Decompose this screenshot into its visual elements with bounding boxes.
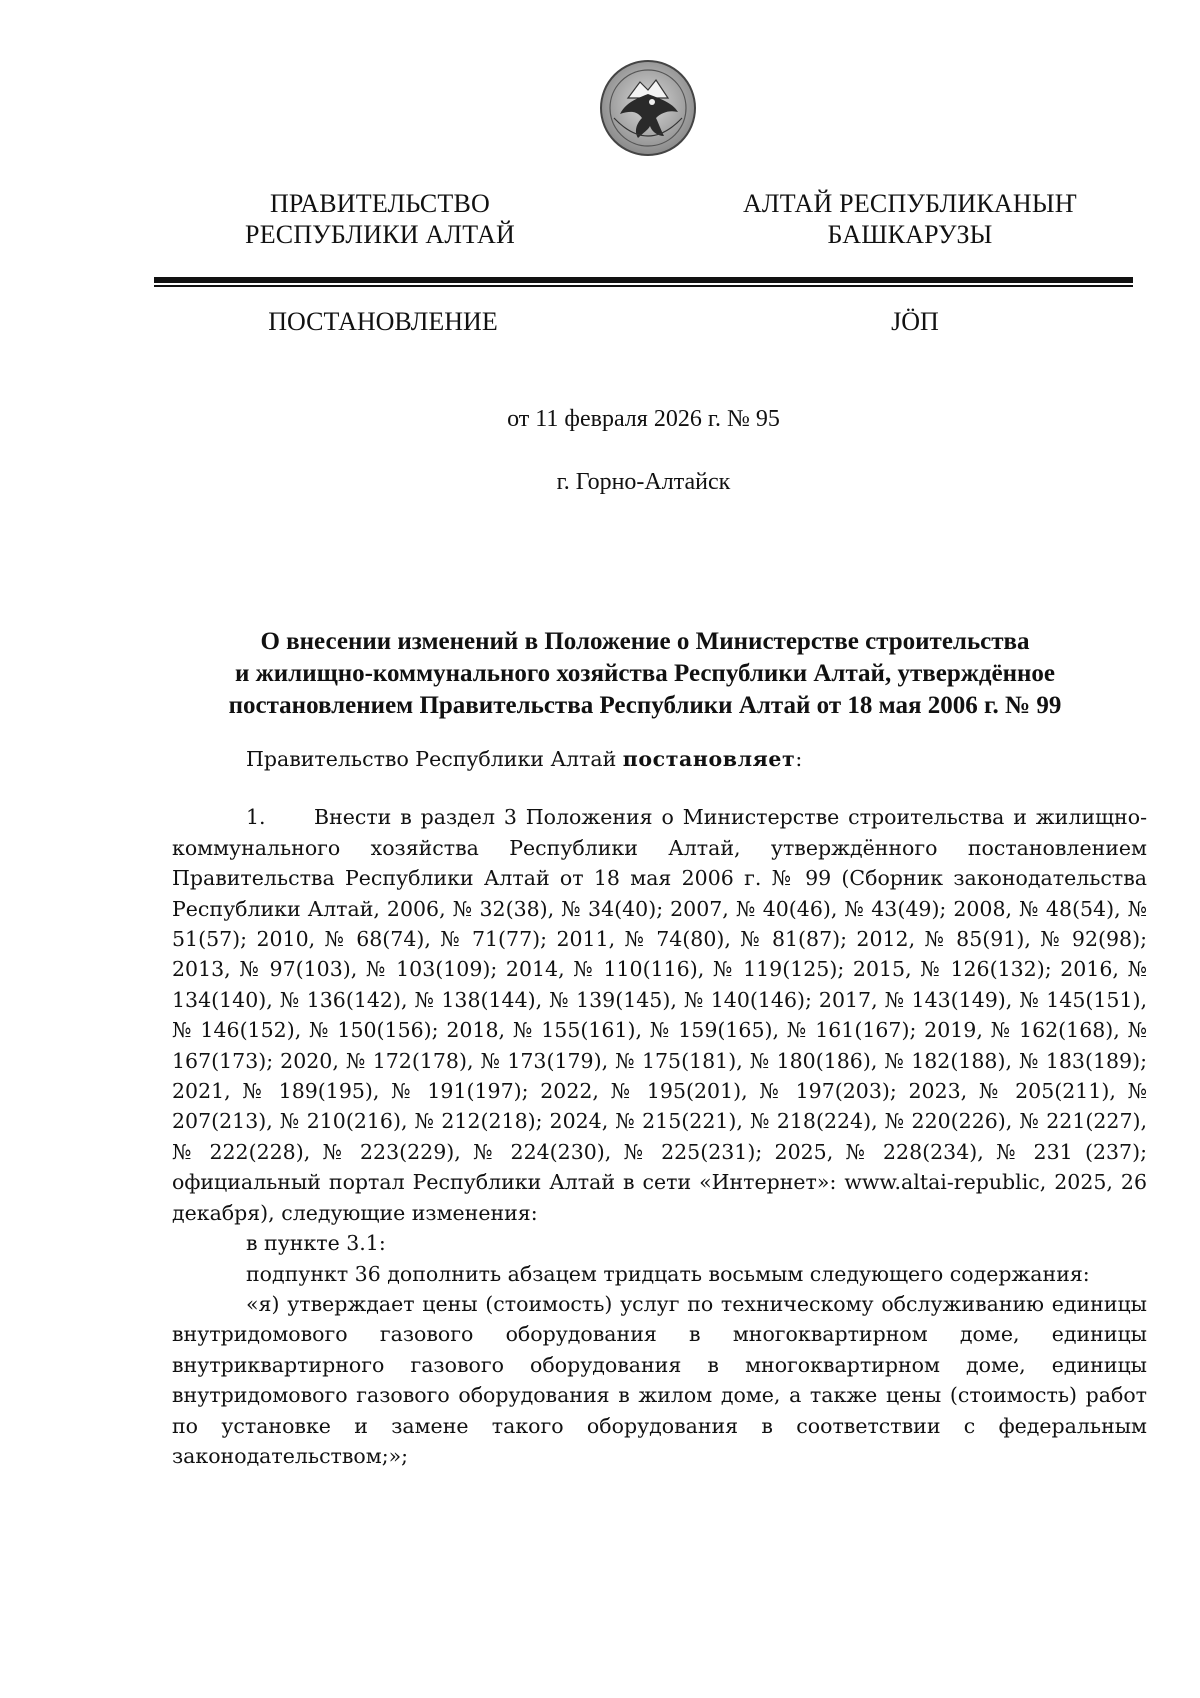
decree-date: от 11 февраля 2026 г. № 95: [507, 406, 780, 432]
title-line1: О внесении изменений в Положение о Министерстве строительства: [260, 628, 1030, 655]
header-right: [720, 188, 1100, 250]
header-left-line2: РЕСПУБЛИКИ АЛТАЙ: [245, 220, 515, 249]
item-1-text: Внести в раздел 3 Положения о Министерстве строительства и жилищно-коммунального хозяйства Республики Алтай, утверждённого постановлением Правительства Республики Алтай от 18 мая 2006 г. № 99 (Сборник законодательства Республики Алтай, 2006, № 32(38), № 34(40); 2007, № 40(46), № 43(49); 2008, № 48(54), № 51(57); 2010, № 68(74), № 71(77); 2011, № 74(80), № 81(87); 2012, № 85(91), № 92(98); 2013, № 97(103), № 103(109); 2014, № 110(116), № 119(125); 2015, № 126(132); 2016, № 134(140), № 136(142), № 138(144), № 139(145), № 140(146); 2017, № 143(149), № 145(151), № 146(152), № 150(156); 2018, № 155(161), № 159(165), № 161(167); 2019, № 162(168), № 167(173); 2020, № 172(178), № 173(179), № 175(181), № 180(186), № 182(188), № 183(189); 2021, № 189(195), № 191(197); 2022, № 195(201), № 197(203); 2023, № 205(211), № 207(213), № 210(216), № 212(218); 2024, № 215(221), № 218(224), № 220(226), № 221(227), № 222(228), № 223(229), № 224(230), № 225(231); 2025, № 228(234), № 231 (237); официальный портал Республики Алтай в сети «Интернет»: www.altai-republic, 2025, 26 декабря), следующие изменения:: [172, 805, 1147, 1225]
header-divider-thin: [154, 285, 1133, 287]
preamble-action: постановляет: [622, 747, 796, 771]
decree-city: г. Горно-Алтайск: [556, 469, 731, 495]
point-line: в пункте 3.1:: [246, 1231, 386, 1256]
document-body: [172, 744, 1147, 1471]
coat-of-arms-icon: [598, 58, 698, 158]
item-1: [172, 802, 1147, 1228]
document-title: [190, 626, 1100, 722]
title-line2: и жилищно-коммунального хозяйства Республики Алтай, утверждённое: [234, 660, 1056, 687]
preamble-text: Правительство Республики Алтай: [246, 747, 623, 771]
header-right-line2: БАШКАРУЗЫ: [827, 220, 993, 249]
quoted-amendment: «я) утверждает цены (стоимость) услуг по техническому обслуживанию единицы внутридомового газового оборудования в многоквартирном доме, единицы внутриквартирного газового оборудования в многоквартирном доме, единицы внутридомового газового оборудования в жилом доме, а также цены (стоимость) работ по установке и замене такого оборудования в соответствии с федеральным законодательством;»;: [172, 1291, 1147, 1468]
header-divider-thick: [154, 277, 1133, 283]
decree-label-altai: ЈӦП: [891, 307, 939, 336]
header-left: [230, 188, 530, 250]
subpoint-line: подпункт 36 дополнить абзацем тридцать восьмым следующего содержания:: [246, 1261, 1090, 1286]
item-1-number: 1.: [246, 805, 266, 830]
preamble-colon: :: [795, 747, 803, 771]
title-line3: постановлением Правительства Республики Алтай от 18 мая 2006 г. № 99: [228, 692, 1062, 719]
preamble: [172, 744, 1147, 774]
header-left-line1: ПРАВИТЕЛЬСТВО: [269, 189, 491, 218]
header-right-line1: АЛТАЙ РЕСПУБЛИКАНЫҤ: [742, 189, 1078, 218]
decree-label-ru: ПОСТАНОВЛЕНИЕ: [268, 307, 498, 336]
